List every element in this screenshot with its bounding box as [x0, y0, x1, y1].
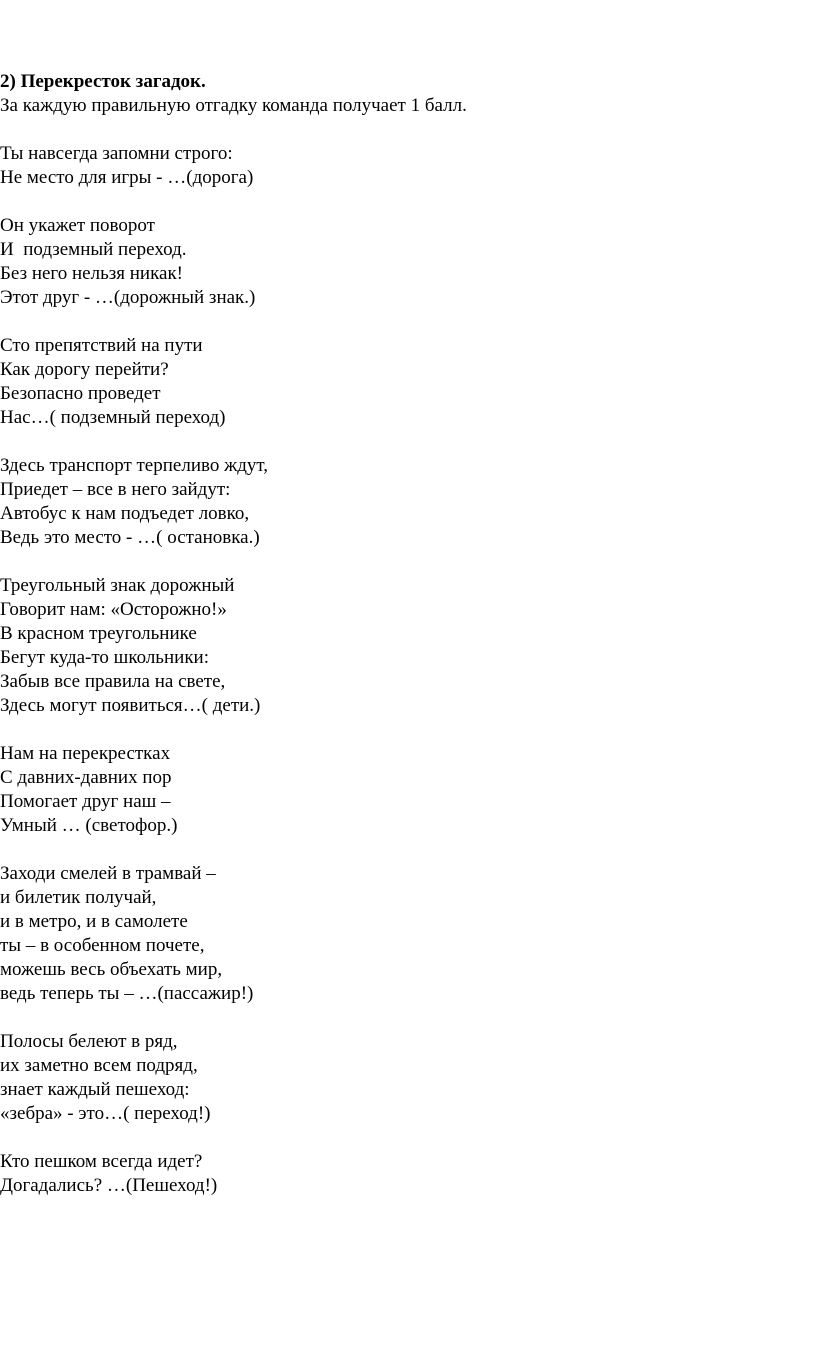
riddle-line: можешь весь объехать мир,: [0, 959, 223, 980]
riddle-line: Приедет – все в него зайдут:: [0, 479, 231, 500]
riddle-line: Помогает друг наш –: [0, 791, 171, 812]
riddle-line: Ты навсегда запомни строго:: [0, 143, 233, 164]
riddle-6: [0, 742, 800, 838]
riddle-line: С давних-давних пор: [0, 767, 172, 788]
section-heading: 2) Перекресток загадок.: [0, 71, 206, 92]
riddle-line: Бегут куда-то школьники:: [0, 647, 209, 668]
riddle-line: Нас…( подземный переход): [0, 407, 226, 428]
riddle-9: [0, 1150, 800, 1198]
riddle-line: Автобус к нам подъедет ловко,: [0, 503, 250, 524]
riddle-line: Умный … (светофор.): [0, 815, 178, 836]
riddle-line: Сто препятствий на пути: [0, 335, 203, 356]
riddle-line: В красном треугольнике: [0, 623, 197, 644]
riddle-2: [0, 214, 800, 310]
riddle-line: Ведь это место - …( остановка.): [0, 527, 260, 548]
riddle-line: знает каждый пешеход:: [0, 1079, 190, 1100]
riddle-line: Здесь могут появиться…( дети.): [0, 695, 261, 716]
riddle-line: и билетик получай,: [0, 887, 157, 908]
riddle-line: Он укажет поворот: [0, 215, 155, 236]
riddle-line: Нам на перекрестках: [0, 743, 171, 764]
riddle-line: Говорит нам: «Осторожно!»: [0, 599, 227, 620]
riddle-line: Безопасно проведет: [0, 383, 161, 404]
riddle-line: ты – в особенном почете,: [0, 935, 205, 956]
riddle-5: [0, 574, 800, 718]
riddle-line: Полосы белеют в ряд,: [0, 1031, 178, 1052]
riddle-8: [0, 1030, 800, 1126]
riddle-line: Этот друг - …(дорожный знак.): [0, 287, 256, 308]
riddle-line: Здесь транспорт терпеливо ждут,: [0, 455, 269, 476]
riddle-line: и в метро, и в самолете: [0, 911, 188, 932]
riddle-line: «зебра» - это…( переход!): [0, 1103, 211, 1124]
riddle-7: [0, 862, 800, 1006]
riddle-line: Треугольный знак дорожный: [0, 575, 235, 596]
riddle-line: их заметно всем подряд,: [0, 1055, 198, 1076]
riddle-line: Забыв все правила на свете,: [0, 671, 226, 692]
riddle-line: Догадались? …(Пешеход!): [0, 1175, 218, 1196]
riddle-line: ведь теперь ты – …(пассажир!): [0, 983, 254, 1004]
riddle-line: Не место для игры - …(дорога): [0, 167, 254, 188]
document-page: [0, 70, 800, 1198]
intro-text: За каждую правильную отгадку команда получает 1 балл.: [0, 95, 467, 116]
riddle-line: Как дорогу перейти?: [0, 359, 169, 380]
riddle-line: Заходи смелей в трамвай –: [0, 863, 216, 884]
riddle-line: Кто пешком всегда идет?: [0, 1151, 203, 1172]
riddle-line: Без него нельзя никак!: [0, 263, 184, 284]
riddle-3: [0, 334, 800, 430]
riddle-4: [0, 454, 800, 550]
riddle-line: И подземный переход.: [0, 239, 187, 260]
riddle-1: [0, 142, 800, 190]
